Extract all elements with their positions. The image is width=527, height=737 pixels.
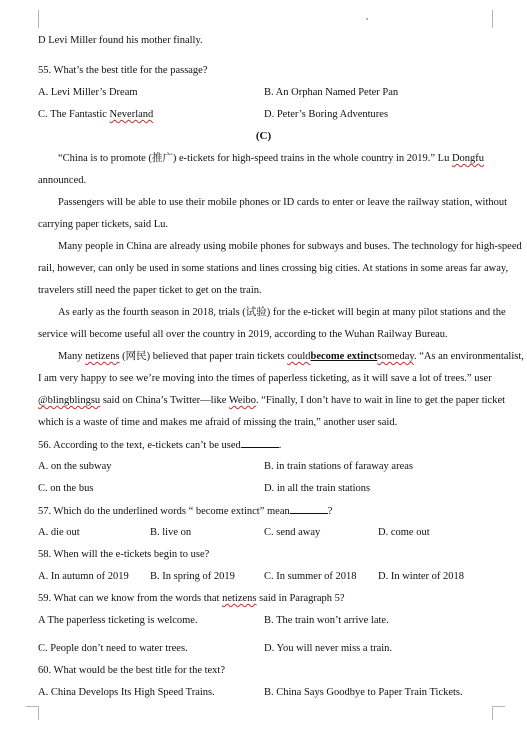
passage-text: (网民) believed that paper train tickets	[119, 351, 288, 362]
q59-stem	[38, 592, 498, 605]
passage-p4-line2: service will become useful all over the country in 2019, according to the Wuhan Railway Bureau.	[38, 329, 448, 340]
section-heading: (C)	[255, 130, 272, 142]
q60-stem: 60. What would be the best title for the text?	[38, 665, 226, 676]
q55-stem: 55. What’s the best title for the passage?	[38, 65, 208, 76]
q58-option-d: D. In winter of 2018	[378, 571, 465, 582]
q56-option-c: C. on the bus	[38, 483, 94, 494]
q56-option-a: A. on the subway	[38, 461, 112, 472]
passage-text: “China is to promote (推广) e-tickets for high-speed trains in the whole country in 2019.” Lu	[58, 153, 452, 164]
q58-option-a: A. In autumn of 2019	[38, 571, 129, 582]
q55-option-c-prefix: C. The Fantastic	[38, 109, 110, 120]
q59-option-a: A The paperless ticketing is welcome.	[38, 615, 198, 626]
q58-option-c: C. In summer of 2018	[264, 571, 357, 582]
passage-p5-line1	[58, 350, 524, 363]
q59-option-b: B. The train won’t arrive late.	[264, 615, 389, 626]
q56-stem: 56. According to the text, e-tickets can’t be used .	[38, 440, 282, 451]
passage-text: Many	[58, 351, 86, 362]
answer-blank	[290, 504, 328, 514]
q55-option-b: B. An Orphan Named Peter Pan	[264, 87, 399, 98]
q55-option-d: D. Peter’s Boring Adventures	[264, 109, 389, 120]
passage-text: said on China’s Twitter—like	[100, 395, 229, 406]
passage-p3-line3: travelers still need the paper ticket to get on the train.	[38, 285, 262, 296]
passage-text: . “Finally, I don’t have to wait in line to get the paper ticket	[256, 395, 506, 406]
q58-option-b: B. In spring of 2019	[150, 571, 235, 582]
q57-option-b: B. live on	[150, 527, 192, 538]
q59-stem-word: netizens	[222, 593, 257, 604]
q55-option-c-word: Neverland	[109, 109, 154, 120]
q57-stem: 57. Which do the underlined words “ become extinct” mean ?	[38, 506, 333, 517]
q56-option-d: D. in all the train stations	[264, 483, 371, 494]
passage-could: could	[287, 351, 311, 362]
passage-p2-line1: Passengers will be able to use their mobile phones or ID cards to enter or leave the railway station, without	[58, 197, 508, 208]
passage-netizens: netizens	[85, 351, 120, 362]
crop-mark-top-right	[492, 10, 493, 28]
passage-p5-line2: I am very happy to see we’re moving into the times of paperless ticketing, as it will save a lot of trees.” user	[38, 373, 492, 384]
q59-option-d: D. You will never miss a train.	[264, 643, 393, 654]
passage-weibo: Weibo	[228, 395, 257, 406]
crop-mark-top-left	[38, 10, 39, 28]
q60-option-b: B. China Says Goodbye to Paper Train Tickets.	[264, 687, 463, 698]
passage-p2-line2: carrying paper tickets, said Lu.	[38, 219, 169, 230]
passage-user: @blingblingsu	[38, 395, 101, 406]
q56-stem-text: 56. According to the text, e-tickets can’t be used	[38, 440, 241, 451]
crop-mark-bottom-right-h	[492, 706, 505, 707]
crop-mark-bottom-right-v	[492, 706, 493, 720]
q58-stem: 58. When will the e-tickets begin to use?	[38, 549, 210, 560]
passage-p1-line2: announced.	[38, 175, 87, 186]
q59-option-c: C. People don’t need to water trees.	[38, 643, 188, 654]
passage-p3-line2: rail, however, can only be used in some stations and lines crossing big cities. At stations in some areas far away,	[38, 263, 509, 274]
passage-p5-line3	[38, 394, 506, 407]
q57-option-a: A. die out	[38, 527, 80, 538]
q54-option-d: D Levi Miller found his mother finally.	[38, 35, 203, 46]
passage-p1-line1	[58, 152, 518, 165]
q55-option-a: A. Levi Miller’s Dream	[38, 87, 138, 98]
crop-mark-bottom-left-v	[38, 706, 39, 720]
passage-text: . “As an environmentalist,	[413, 351, 524, 362]
q60-option-a: A. China Develops Its High Speed Trains.	[38, 687, 215, 698]
speck-dot	[366, 18, 368, 20]
q57-stem-text: 57. Which do the underlined words “ become extinct” mean	[38, 506, 290, 517]
q56-option-b: B. in train stations of faraway areas	[264, 461, 413, 472]
q57-option-c: C. send away	[264, 527, 321, 538]
q59-stem-text: said in Paragraph 5?	[256, 593, 345, 604]
passage-name: Dongfu	[451, 153, 485, 164]
q57-option-d: D. come out	[378, 527, 430, 538]
underlined-become-extinct: become extinct	[310, 351, 378, 362]
passage-p4-line1: As early as the fourth season in 2018, trials (试验) for the e-ticket will begin at many pilot stations and the	[58, 307, 506, 318]
passage-someday: someday	[377, 351, 414, 362]
q59-stem-text: 59. What can we know from the words that	[38, 593, 223, 604]
answer-blank	[241, 438, 279, 448]
passage-p3-line1: Many people in China are already using mobile phones for subways and buses. The technology for high-speed	[58, 241, 522, 252]
passage-p5-line4: which is a waste of time and makes me afraid of missing the train,” another user said.	[38, 417, 398, 428]
